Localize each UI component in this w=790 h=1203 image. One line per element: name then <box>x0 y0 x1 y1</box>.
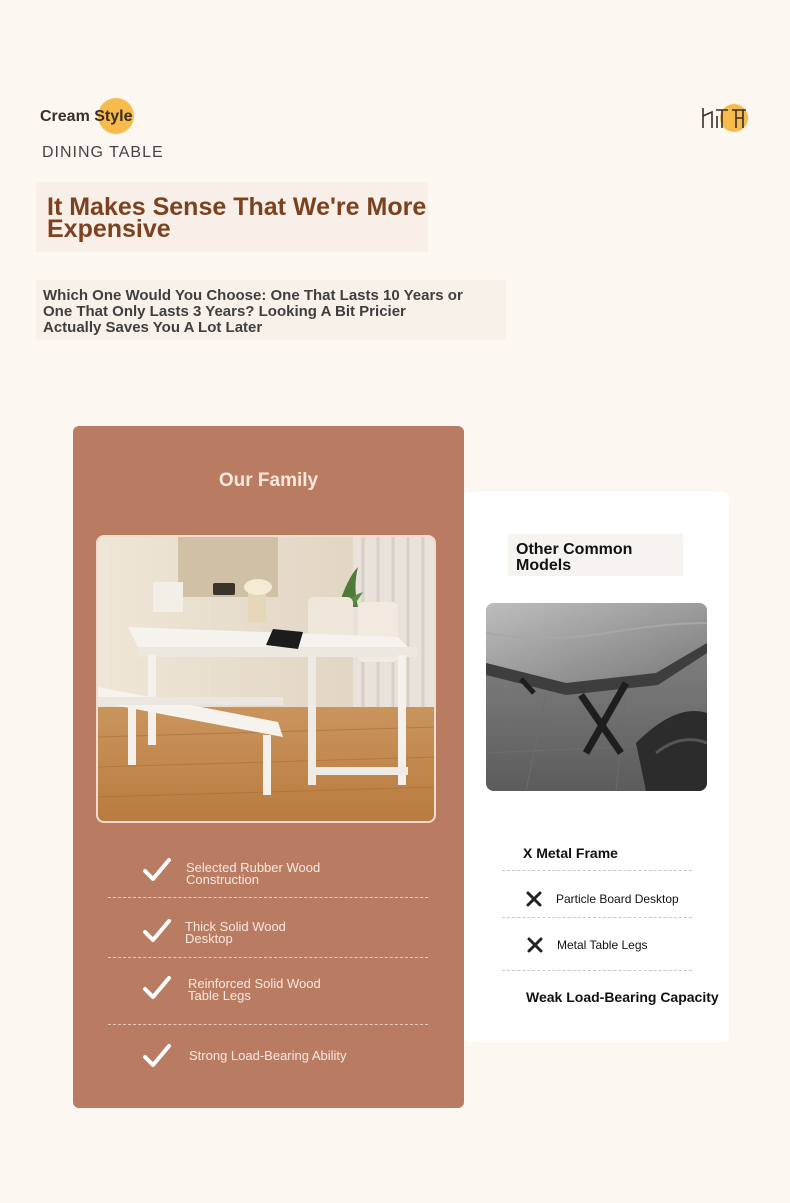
other-divider <box>502 917 692 918</box>
other-models-title: Other Common Models <box>516 541 633 574</box>
other-item-metal-legs: Metal Table Legs <box>557 938 648 952</box>
feature-divider <box>108 1024 428 1025</box>
feature-divider <box>108 897 428 898</box>
white-dining-table-photo <box>96 535 436 823</box>
feature-load-bearing: Strong Load-Bearing Ability <box>189 1048 347 1063</box>
other-divider <box>502 970 692 971</box>
cross-icon <box>526 936 544 954</box>
feature-table-legs: Reinforced Solid Wood Table Legs <box>188 976 321 1003</box>
hth-logo-icon <box>700 102 750 134</box>
feature-rubber-wood: Selected Rubber Wood Construction <box>186 860 321 887</box>
dark-wood-table-photo <box>486 603 707 791</box>
check-icon <box>142 975 172 1001</box>
other-item-weak-load: Weak Load-Bearing Capacity <box>526 989 719 1005</box>
other-item-x-frame: X Metal Frame <box>523 845 618 861</box>
headline: It Makes Sense That We're More Expensive <box>47 193 427 243</box>
feature-divider <box>108 957 428 958</box>
check-icon <box>142 918 172 944</box>
other-item-particle-board: Particle Board Desktop <box>556 892 679 906</box>
feature-solid-desktop: Thick Solid Wood Desktop <box>185 919 286 946</box>
our-family-title: Our Family <box>218 470 319 491</box>
check-icon <box>142 857 172 883</box>
description: Which One Would You Choose: One That Lasts 10 Years or One That Only Lasts 3 Years? Looking A Bit Pricier Actually Saves You A Lot Later <box>43 287 463 336</box>
check-icon <box>142 1043 172 1069</box>
other-divider <box>502 870 692 871</box>
brand-name: Cream Style <box>40 108 133 125</box>
product-subtitle: DINING TABLE <box>42 144 164 161</box>
cross-icon <box>525 890 543 908</box>
